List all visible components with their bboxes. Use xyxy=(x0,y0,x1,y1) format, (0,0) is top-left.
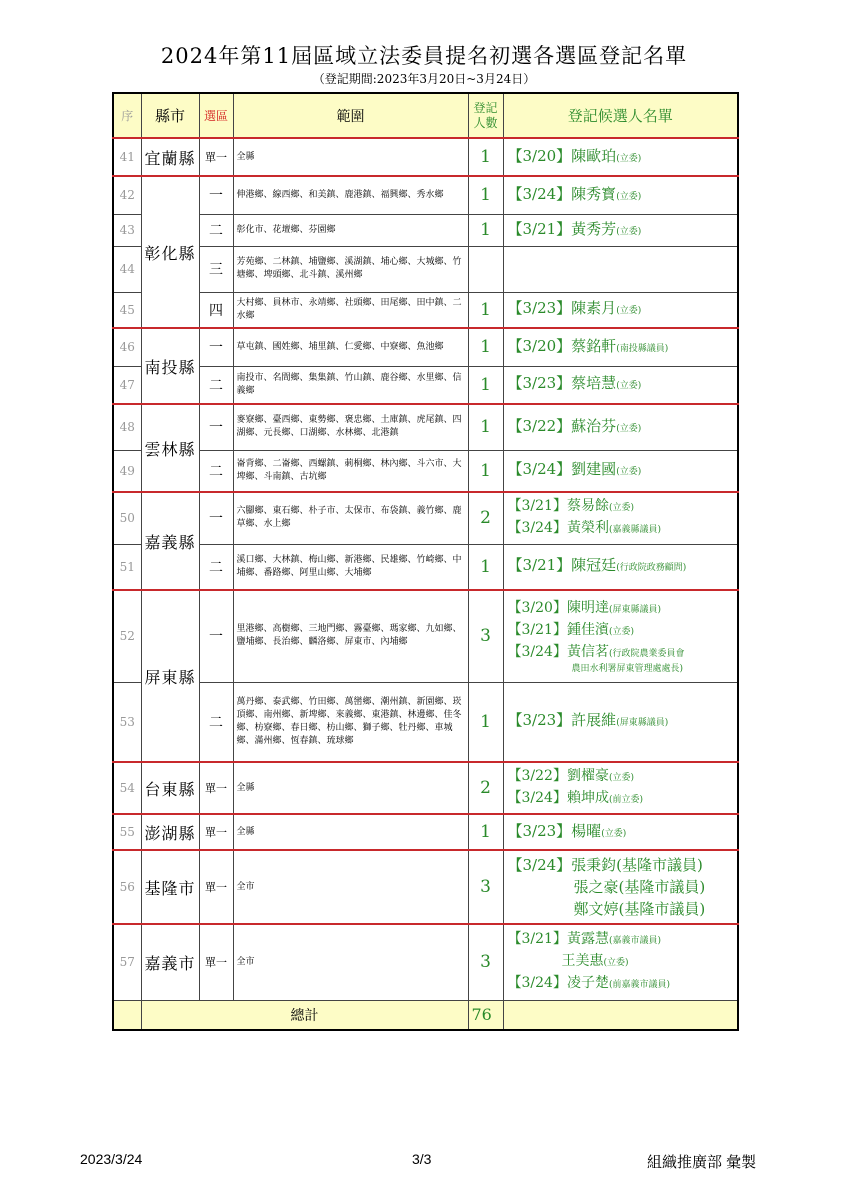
range-cell: 全縣 xyxy=(233,138,468,176)
candidates-cell: 【3/21】蔡易餘(立委) 【3/24】黃榮利(嘉義縣議員) xyxy=(503,492,738,544)
table-row xyxy=(113,850,738,924)
total-blank xyxy=(113,1000,141,1030)
header-count: 登記 人數 xyxy=(468,93,503,138)
count-cell: 1 xyxy=(468,292,503,328)
page-subtitle: （登記期間:2023年3月20日~3月24日） xyxy=(312,72,536,86)
candidates-cell xyxy=(503,246,738,292)
district-cell: 二 xyxy=(199,682,233,762)
candidates-cell: 【3/24】陳秀寳(立委) xyxy=(503,176,738,214)
district-cell: 二 xyxy=(199,450,233,492)
header-county: 縣市 xyxy=(141,93,199,138)
table-row xyxy=(113,214,738,246)
district-cell: 三 xyxy=(199,246,233,292)
county-cell: 澎湖縣 xyxy=(141,814,199,850)
total-label: 總計 xyxy=(141,1000,468,1030)
candidates-cell: 【3/24】劉建國(立委) xyxy=(503,450,738,492)
header-candidates: 登記候選人名單 xyxy=(503,93,738,138)
table-row xyxy=(113,682,738,762)
seq-cell: 45 xyxy=(113,292,141,328)
footer-department: 組織推廣部 彙製 xyxy=(647,1154,757,1171)
county-cell: 南投縣 xyxy=(141,328,199,404)
count-cell: 3 xyxy=(468,924,503,1000)
county-cell: 基隆市 xyxy=(141,850,199,924)
range-cell: 全縣 xyxy=(233,762,468,814)
candidates-cell: 【3/20】陳歐珀(立委) xyxy=(503,138,738,176)
seq-cell: 43 xyxy=(113,214,141,246)
county-cell: 屏東縣 xyxy=(141,590,199,762)
seq-cell: 44 xyxy=(113,246,141,292)
range-cell: 草屯鎮、國姓鄉、埔里鎮、仁愛鄉、中寮鄉、魚池鄉 xyxy=(233,328,468,366)
footer-page-number: 3/3 xyxy=(412,1151,432,1167)
header-seq: 序 xyxy=(113,93,141,138)
count-cell: 1 xyxy=(468,682,503,762)
district-cell: 一 xyxy=(199,590,233,682)
range-cell: 全市 xyxy=(233,924,468,1000)
header-range: 範圍 xyxy=(233,93,468,138)
district-cell: 單一 xyxy=(199,924,233,1000)
table-row xyxy=(113,492,738,544)
table-row xyxy=(113,762,738,814)
table-row xyxy=(113,924,738,1000)
range-cell: 伸港鄉、線西鄉、和美鎮、鹿港鎮、福興鄉、秀水鄉 xyxy=(233,176,468,214)
table-row xyxy=(113,814,738,850)
range-cell: 大村鄉、員林市、永靖鄉、社頭鄉、田尾鄉、田中鎮、二水鄉 xyxy=(233,292,468,328)
range-cell: 麥寮鄉、臺西鄉、東勢鄉、褒忠鄉、土庫鎮、虎尾鎮、四湖鄉、元長鄉、口湖鄉、水林鄉、北港鎮 xyxy=(233,404,468,450)
candidates-cell: 【3/23】許展維(屏東縣議員) xyxy=(503,682,738,762)
footer-date: 2023/3/24 xyxy=(80,1151,143,1167)
district-cell: 單一 xyxy=(199,850,233,924)
table-row xyxy=(113,246,738,292)
nomination-table xyxy=(112,92,739,1031)
header-district: 選區 xyxy=(199,93,233,138)
seq-cell: 41 xyxy=(113,138,141,176)
district-cell: 一 xyxy=(199,492,233,544)
count-cell: 1 xyxy=(468,138,503,176)
total-blank-right xyxy=(503,1000,738,1030)
candidates-cell: 【3/23】陳素月(立委) xyxy=(503,292,738,328)
range-cell: 里港鄉、高樹鄉、三地門鄉、霧臺鄉、瑪家鄉、九如鄉、鹽埔鄉、長治鄉、麟洛鄉、屏東市、內埔鄉 xyxy=(233,590,468,682)
candidates-cell: 【3/21】黃露慧(嘉義市議員) 王美惠(立委) 【3/24】凌子楚(前嘉義市議員) xyxy=(503,924,738,1000)
seq-cell: 51 xyxy=(113,544,141,590)
seq-cell: 47 xyxy=(113,366,141,404)
seq-cell: 55 xyxy=(113,814,141,850)
range-cell: 芳苑鄉、二林鎮、埔鹽鄉、溪湖鎮、埔心鄉、大城鄉、竹塘鄉、埤頭鄉、北斗鎮、溪州鄉 xyxy=(233,246,468,292)
candidates-cell: 【3/22】劉櫂豪(立委) 【3/24】賴坤成(前立委) xyxy=(503,762,738,814)
seq-cell: 49 xyxy=(113,450,141,492)
candidates-cell: 【3/21】黃秀芳(立委) xyxy=(503,214,738,246)
table-row xyxy=(113,590,738,682)
table-row xyxy=(113,176,738,214)
count-cell: 2 xyxy=(468,492,503,544)
district-cell: 二 xyxy=(199,544,233,590)
count-cell: 1 xyxy=(468,366,503,404)
candidates-cell: 【3/22】蘇治芬(立委) xyxy=(503,404,738,450)
candidates-cell: 【3/21】陳冠廷(行政院政務顧問) xyxy=(503,544,738,590)
seq-cell: 42 xyxy=(113,176,141,214)
district-cell: 一 xyxy=(199,328,233,366)
total-value: 76 xyxy=(468,1000,503,1030)
count-cell: 1 xyxy=(468,214,503,246)
seq-cell: 46 xyxy=(113,328,141,366)
range-cell: 南投市、名間鄉、集集鎮、竹山鎮、鹿谷鄉、水里鄉、信義鄉 xyxy=(233,366,468,404)
table-row xyxy=(113,404,738,450)
district-cell: 一 xyxy=(199,176,233,214)
range-cell: 萬丹鄉、泰武鄉、竹田鄉、萬巒鄉、潮州鎮、新園鄉、崁頂鄉、南州鄉、新埤鄉、來義鄉、東港鎮、林邊鄉、佳冬鄉、枋寮鄉、春日鄉、枋山鄉、獅子鄉、牡丹鄉、車城鄉、滿州鄉、恆春鎮、琉球鄉 xyxy=(233,682,468,762)
candidates-cell: 【3/20】蔡銘軒(南投縣議員) xyxy=(503,328,738,366)
district-cell: 單一 xyxy=(199,762,233,814)
county-cell: 彰化縣 xyxy=(141,176,199,328)
count-cell: 1 xyxy=(468,328,503,366)
candidates-cell: 【3/23】蔡培慧(立委) xyxy=(503,366,738,404)
header-row xyxy=(113,93,738,138)
count-cell: 3 xyxy=(468,590,503,682)
count-cell: 1 xyxy=(468,404,503,450)
seq-cell: 54 xyxy=(113,762,141,814)
total-row xyxy=(113,1000,738,1030)
range-cell: 全縣 xyxy=(233,814,468,850)
candidates-cell: 【3/23】楊曜(立委) xyxy=(503,814,738,850)
district-cell: 單一 xyxy=(199,814,233,850)
seq-cell: 48 xyxy=(113,404,141,450)
seq-cell: 50 xyxy=(113,492,141,544)
seq-cell: 52 xyxy=(113,590,141,682)
range-cell: 溪口鄉、大林鎮、梅山鄉、新港鄉、民雄鄉、竹崎鄉、中埔鄉、番路鄉、阿里山鄉、大埔鄉 xyxy=(233,544,468,590)
county-cell: 嘉義市 xyxy=(141,924,199,1000)
district-cell: 四 xyxy=(199,292,233,328)
count-cell: 1 xyxy=(468,450,503,492)
table-row xyxy=(113,328,738,366)
table-row xyxy=(113,544,738,590)
county-cell: 嘉義縣 xyxy=(141,492,199,590)
candidates-cell: 【3/24】張秉鈞(基隆市議員) 張之豪(基隆市議員) 鄭文婷(基隆市議員) xyxy=(503,850,738,924)
count-cell: 3 xyxy=(468,850,503,924)
seq-cell: 53 xyxy=(113,682,141,762)
seq-cell: 56 xyxy=(113,850,141,924)
range-cell: 彰化市、花壇鄉、芬園鄉 xyxy=(233,214,468,246)
count-cell: 1 xyxy=(468,814,503,850)
page-title: 2024年第11屆區域立法委員提名初選各選區登記名單 xyxy=(160,44,688,68)
range-cell: 六腳鄉、東石鄉、朴子市、太保市、布袋鎮、義竹鄉、鹿草鄉、水上鄉 xyxy=(233,492,468,544)
district-cell: 一 xyxy=(199,404,233,450)
count-cell: 2 xyxy=(468,762,503,814)
table-row xyxy=(113,366,738,404)
seq-cell: 57 xyxy=(113,924,141,1000)
count-cell: 1 xyxy=(468,544,503,590)
count-cell: 1 xyxy=(468,176,503,214)
district-cell: 二 xyxy=(199,366,233,404)
count-cell xyxy=(468,246,503,292)
county-cell: 雲林縣 xyxy=(141,404,199,492)
table-row xyxy=(113,292,738,328)
range-cell: 崙背鄉、二崙鄉、西螺鎮、莿桐鄉、林內鄉、斗六市、大埤鄉、斗南鎮、古坑鄉 xyxy=(233,450,468,492)
county-cell: 宜蘭縣 xyxy=(141,138,199,176)
district-cell: 單一 xyxy=(199,138,233,176)
county-cell: 台東縣 xyxy=(141,762,199,814)
table-row xyxy=(113,450,738,492)
table-row xyxy=(113,138,738,176)
range-cell: 全市 xyxy=(233,850,468,924)
candidates-cell: 【3/20】陳明達(屏東縣議員) 【3/21】鍾佳濱(立委) 【3/24】黃信茗(行政院農業委員會 農田水利署屏東管理處處長) xyxy=(503,590,738,682)
district-cell: 二 xyxy=(199,214,233,246)
